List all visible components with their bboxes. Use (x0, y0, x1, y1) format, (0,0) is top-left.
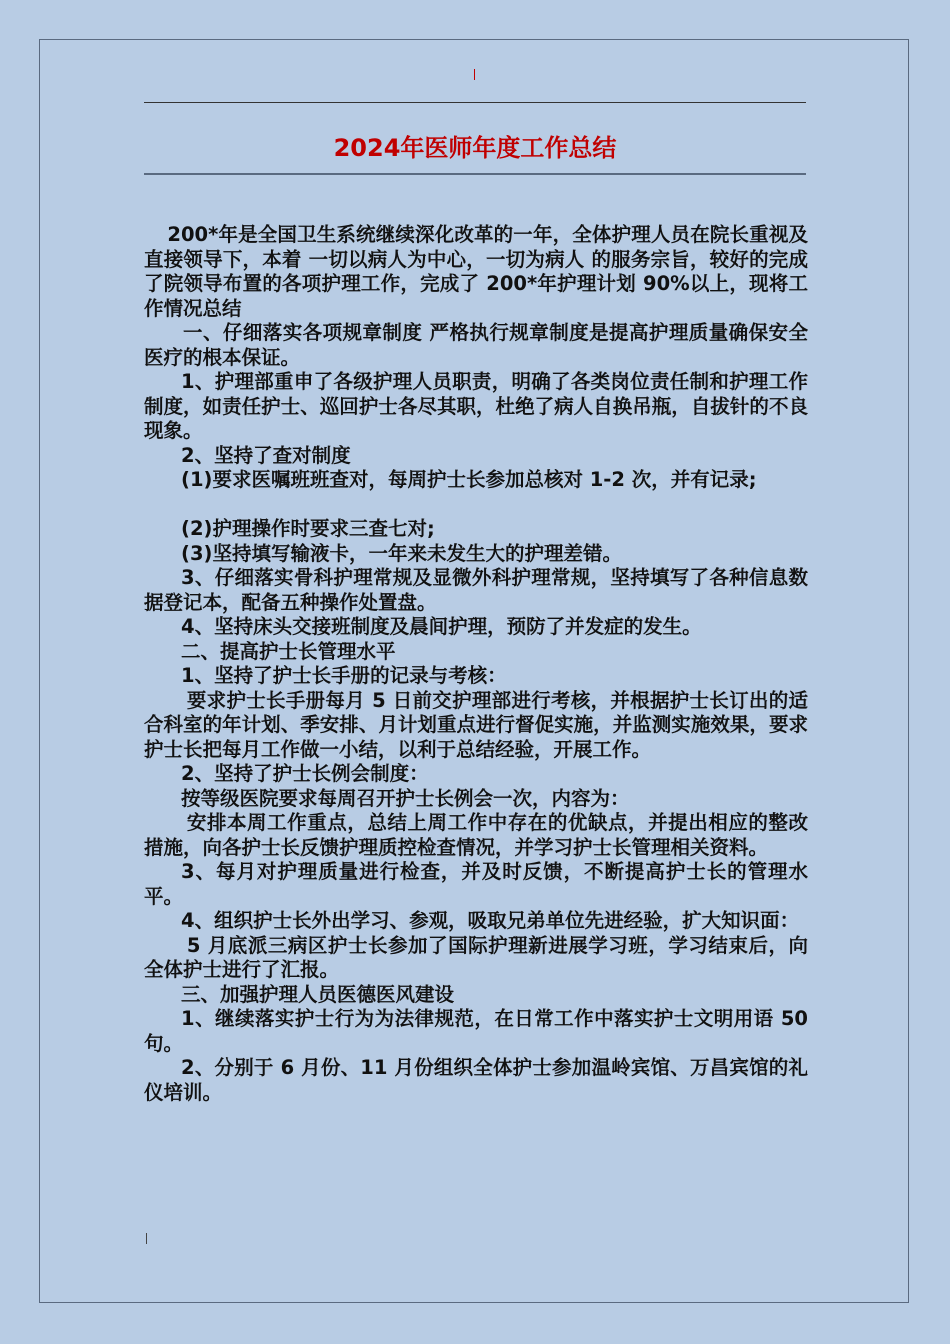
subheading: 2、坚持了查对制度 (181, 443, 351, 467)
header-marker (474, 69, 475, 80)
section-heading-3: 三、加强护理人员医德医风建设 (181, 982, 455, 1006)
list-item: (1)要求医嘱班班查对，每周护士长参加总核对 1-2 次，并有记录; (181, 468, 757, 491)
document-body (144, 223, 808, 1105)
subheading: 1、坚持了护士长手册的记录与考核： (181, 664, 507, 687)
title-rule (144, 173, 806, 175)
paragraph: 3、每月对护理质量进行检查，并及时反馈，不断提高护士长的管理水平。 (144, 860, 808, 908)
paragraph-intro: 200*年是全国卫生系统继续深化改革的一年，全体护理人员在院长重视及直接领导下，本着 一切以病人为中心，一切为病人 的服务宗旨，较好的完成了院领导布置的各项护理工作，完成了 200*年护理计划 90%以上，现将工作情况总结 (144, 223, 808, 320)
subheading: 2、坚持了护士长例会制度： (181, 762, 429, 785)
paragraph: 1、继续落实护士行为为法律规范，在日常工作中落实护士文明用语 50 句。 (144, 1007, 808, 1055)
paragraph: 2、分别于 6 月份、11 月份组织全体护士参加温岭宾馆、万昌宾馆的礼仪培训。 (144, 1056, 808, 1104)
footer-marker (146, 1233, 147, 1244)
paragraph: 1、护理部重申了各级护理人员职责，明确了各类岗位责任制和护理工作制度，如责任护士、巡回护士各尽其职，杜绝了病人自换吊瓶，自拔针的不良现象。 (144, 370, 808, 442)
paragraph: 4、坚持床头交接班制度及晨间护理，预防了并发症的发生。 (181, 615, 702, 638)
section-heading-1: 一、仔细落实各项规章制度 严格执行规章制度是提高护理质量确保安全医疗的根本保证。 (144, 321, 808, 369)
document-title: 2024年医师年度工作总结 (333, 134, 617, 162)
paragraph: 要求护士长手册每月 5 日前交护理部进行考核，并根据护士长订出的适合科室的年计划、季安排、月计划重点进行督促实施，并监测实施效果，要求护士长把每月工作做一小结，以利于总结经验，开展工作。 (144, 688, 808, 761)
paragraph: 5 月底派三病区护士长参加了国际护理新进展学习班，学习结束后，向全体护士进行了汇报。 (144, 933, 808, 981)
paragraph: 3、仔细落实骨科护理常规及显微外科护理常规，坚持填写了各种信息数据登记本，配备五种操作处置盘。 (144, 566, 808, 614)
blank-line (144, 493, 808, 518)
list-item: (2)护理操作时要求三查七对; (181, 517, 435, 540)
paragraph: 安排本周工作重点，总结上周工作中存在的优缺点，并提出相应的整改措施，向各护士长反馈护理质控检查情况，并学习护士长管理相关资料。 (144, 811, 808, 859)
section-heading-2: 二、提高护士长管理水平 (181, 639, 396, 663)
header-rule (144, 102, 806, 103)
list-item: (3)坚持填写输液卡，一年来未发生大的护理差错。 (181, 541, 622, 565)
paragraph: 4、组织护士长外出学习、参观，吸取兄弟单位先进经验，扩大知识面： (181, 909, 800, 932)
paragraph: 按等级医院要求每周召开护士长例会一次，内容为： (181, 786, 630, 810)
